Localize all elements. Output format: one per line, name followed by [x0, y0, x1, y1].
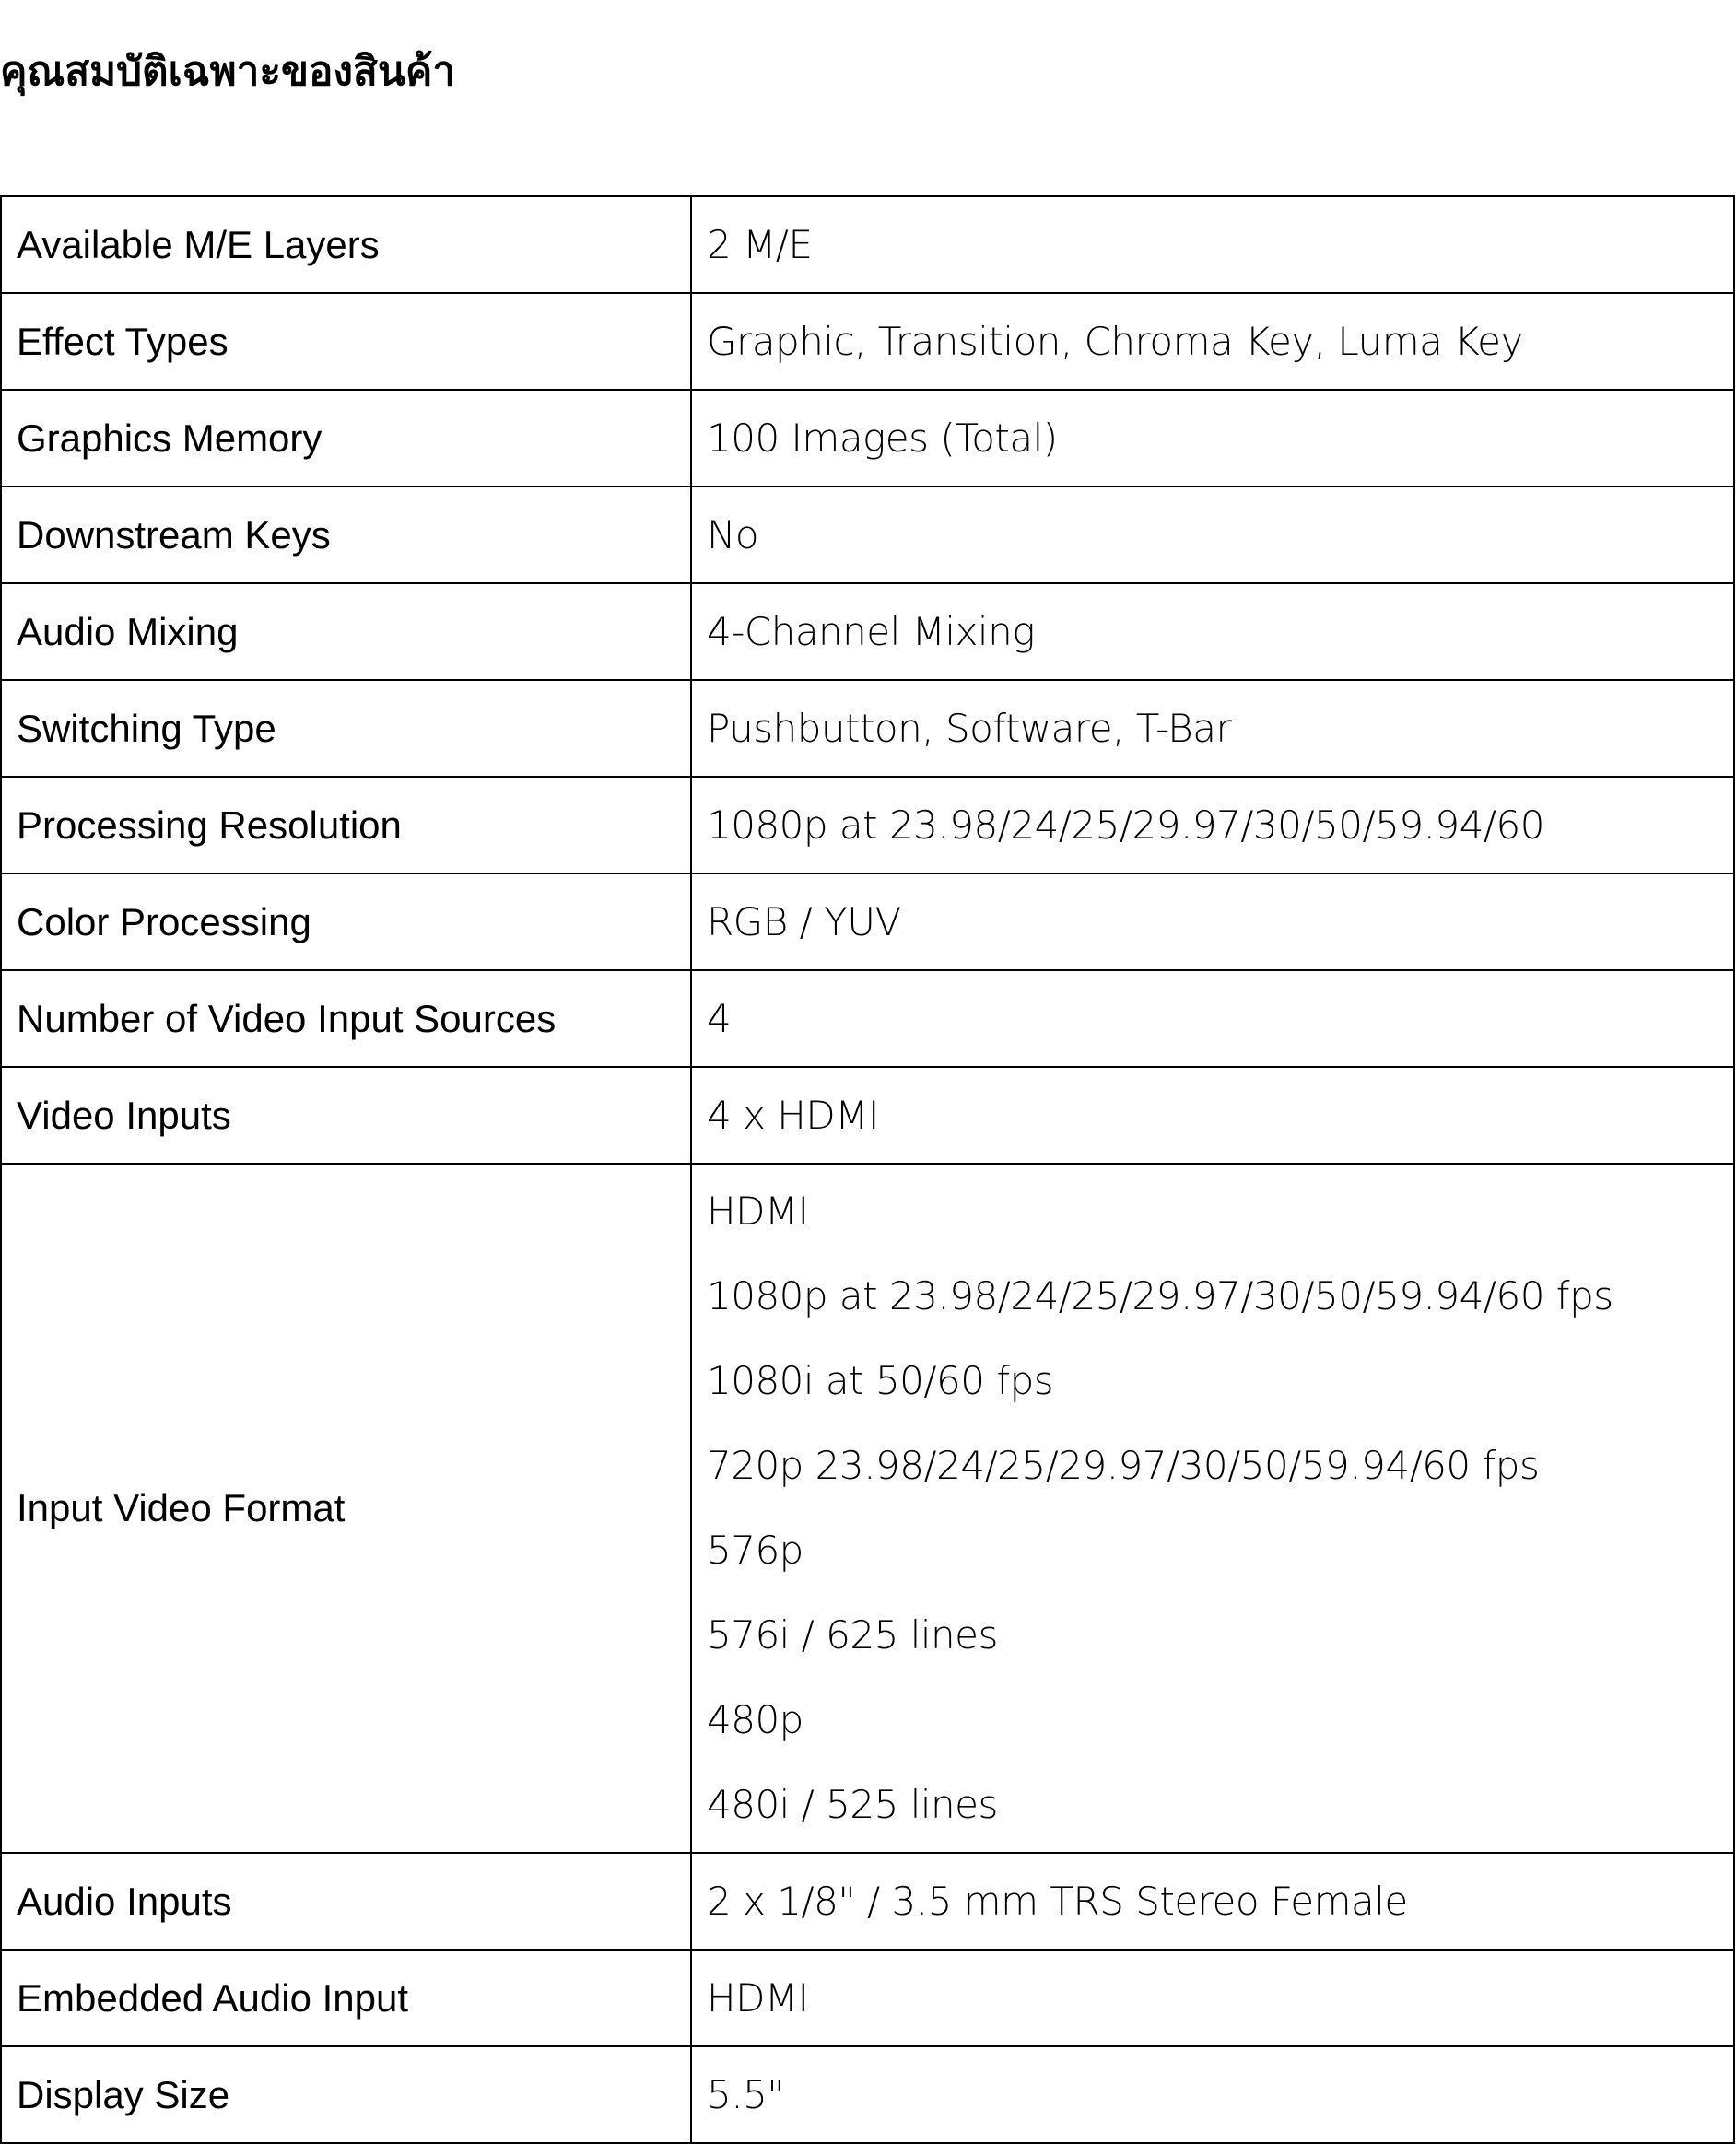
format-line: 1080i at 50/60 fps	[707, 1358, 1054, 1403]
spec-value: 2 M/E	[691, 196, 1734, 293]
format-line: HDMI	[707, 1189, 809, 1234]
format-line: 1080p at 23.98/24/25/29.97/30/50/59.94/60 fps	[707, 1273, 1613, 1318]
spec-value: No	[691, 486, 1734, 583]
table-row	[1, 1853, 1734, 1950]
spec-label: Embedded Audio Input	[1, 1950, 691, 2046]
spec-value: 4-Channel Mixing	[691, 583, 1734, 680]
format-line: 720p 23.98/24/25/29.97/30/50/59.94/60 fps	[707, 1443, 1540, 1488]
spec-value: Graphic, Transition, Chroma Key, Luma Key	[691, 293, 1734, 390]
table-row	[1, 777, 1734, 873]
spec-value-list	[691, 1164, 1734, 1853]
table-row	[1, 873, 1734, 970]
format-line: 576i / 625 lines	[707, 1612, 998, 1658]
table-row	[1, 1164, 1734, 1853]
table-row	[1, 2046, 1734, 2143]
format-line: 480p	[707, 1697, 803, 1742]
table-row	[1, 970, 1734, 1067]
spec-value: RGB / YUV	[691, 873, 1734, 970]
page-title: คุณสมบัติเฉพาะของสินค้า	[0, 48, 456, 95]
spec-label: Video Inputs	[1, 1067, 691, 1164]
spec-label: Graphics Memory	[1, 390, 691, 486]
spec-label: Effect Types	[1, 293, 691, 390]
table-row	[1, 1950, 1734, 2046]
spec-label: Processing Resolution	[1, 777, 691, 873]
spec-label: Number of Video Input Sources	[1, 970, 691, 1067]
format-line: 480i / 525 lines	[707, 1782, 998, 1827]
spec-value: 1080p at 23.98/24/25/29.97/30/50/59.94/60	[691, 777, 1734, 873]
spec-label: Audio Inputs	[1, 1853, 691, 1950]
spec-label: Input Video Format	[1, 1164, 691, 1853]
spec-value: 4	[691, 970, 1734, 1067]
spec-label: Audio Mixing	[1, 583, 691, 680]
spec-label: Switching Type	[1, 680, 691, 777]
table-row	[1, 680, 1734, 777]
spec-label: Available M/E Layers	[1, 196, 691, 293]
spec-table	[0, 195, 1735, 2144]
spec-value: 4 x HDMI	[691, 1067, 1734, 1164]
spec-label: Downstream Keys	[1, 486, 691, 583]
spec-label: Color Processing	[1, 873, 691, 970]
spec-value: HDMI	[691, 1950, 1734, 2046]
table-row	[1, 390, 1734, 486]
table-row	[1, 1067, 1734, 1164]
spec-value: 2 x 1/8" / 3.5 mm TRS Stereo Female	[691, 1853, 1734, 1950]
spec-value: 5.5"	[691, 2046, 1734, 2143]
table-row	[1, 196, 1734, 293]
format-line: 576p	[707, 1528, 803, 1573]
spec-value: Pushbutton, Software, T-Bar	[691, 680, 1734, 777]
table-row	[1, 293, 1734, 390]
spec-label: Display Size	[1, 2046, 691, 2143]
spec-value: 100 Images (Total)	[691, 390, 1734, 486]
table-row	[1, 583, 1734, 680]
table-row	[1, 486, 1734, 583]
